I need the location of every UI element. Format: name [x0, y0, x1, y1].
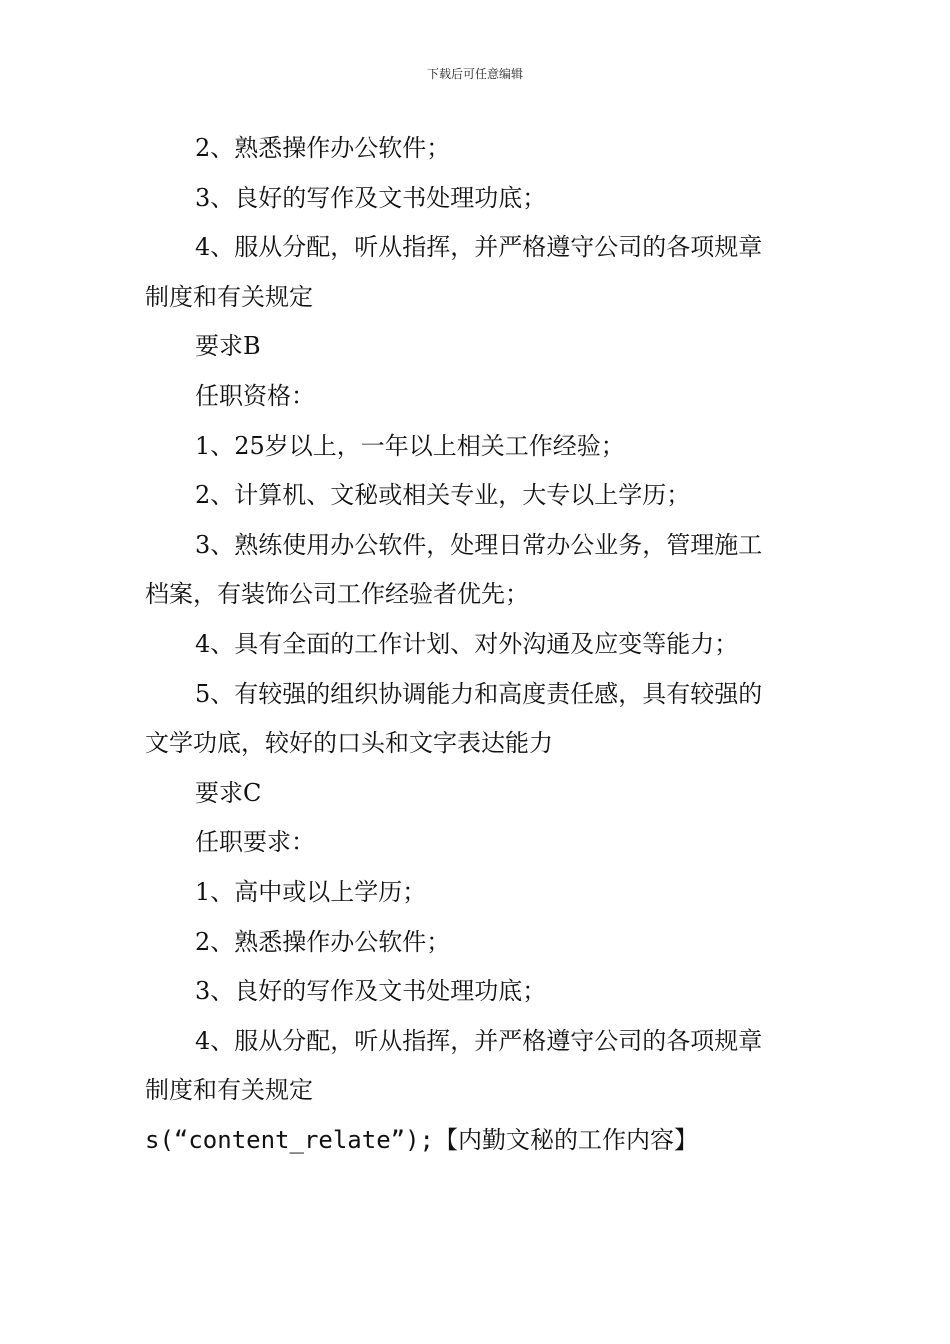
- code-line: [145, 1116, 815, 1166]
- paragraph-line: 4、服从分配，听从指挥，并严格遵守公司的各项规章: [195, 233, 763, 262]
- paragraph-line: 4、具有全面的工作计划、对外沟通及应变等能力；: [195, 629, 739, 658]
- paragraph-line: 5、有较强的组织协调能力和高度责任感，具有较强的: [195, 679, 763, 708]
- paragraph-line: 3、熟练使用办公软件，处理日常办公业务，管理施工: [195, 530, 763, 559]
- paragraph-line: 3、良好的写作及文书处理功底；: [195, 977, 547, 1006]
- paragraph-line: 1、高中或以上学历；: [195, 877, 427, 906]
- paragraph-line-continued: 制度和有关规定: [145, 282, 313, 311]
- paragraph-line-continued: 文学功底，较好的口头和文字表达能力: [145, 729, 553, 758]
- subsection-heading: 任职资格：: [195, 381, 315, 410]
- related-content-link[interactable]: 【内勤文秘的工作内容】: [433, 1125, 698, 1154]
- paragraph-line: 2、熟悉操作办公软件；: [195, 927, 451, 956]
- paragraph-line-continued: 档案，有装饰公司工作经验者优先；: [145, 580, 529, 609]
- paragraph-line-continued: 制度和有关规定: [145, 1076, 313, 1105]
- paragraph-line: 4、服从分配，听从指挥，并严格遵守公司的各项规章: [195, 1026, 763, 1055]
- document-body: [145, 124, 815, 1165]
- paragraph-line: 1、25岁以上，一年以上相关工作经验；: [195, 431, 625, 460]
- code-snippet: s(“content_relate”);: [145, 1125, 434, 1154]
- section-heading: 要求B: [195, 332, 261, 361]
- page-header: 下载后可任意编辑: [426, 67, 523, 81]
- paragraph-line: 3、良好的写作及文书处理功底；: [195, 183, 547, 212]
- paragraph-line: 2、计算机、文秘或相关专业，大专以上学历；: [195, 481, 691, 510]
- section-heading: 要求C: [195, 778, 262, 807]
- subsection-heading: 任职要求：: [195, 828, 315, 857]
- paragraph-line: 2、熟悉操作办公软件；: [195, 134, 451, 162]
